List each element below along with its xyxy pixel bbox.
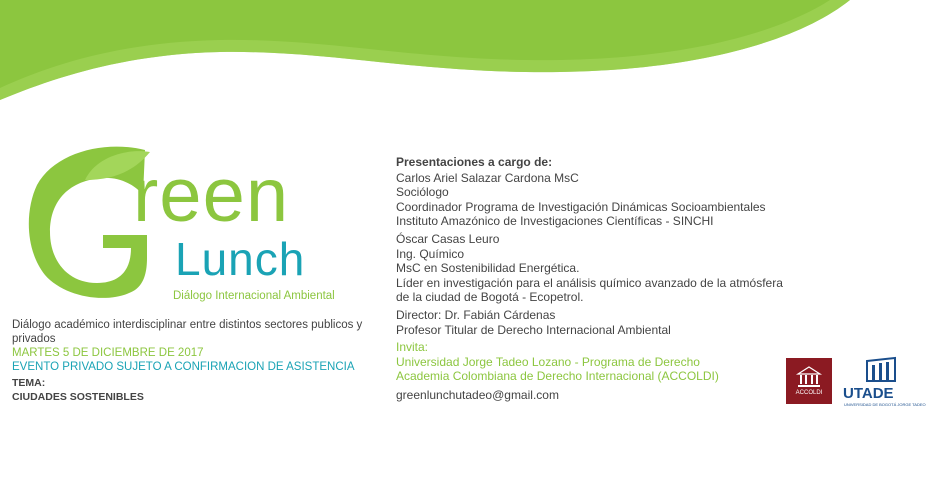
accoldi-logo [786,358,832,404]
speaker1-line2: Coordinador Programa de Investigación Dinámicas Socioambientales [396,199,766,214]
speaker1-name: Carlos Ariel Salazar Cardona MsC [396,170,579,185]
event-description: Diálogo académico interdisciplinar entre distintos sectores publicos y privados [12,319,363,345]
speaker1-line1: Sociólogo [396,185,449,200]
green-wave-banner [0,0,900,110]
logo-word-reen: reen [133,153,290,238]
speaker2-line1: Ing. Químico [396,246,465,261]
event-topic: CIUDADES SOSTENIBLES [12,391,144,403]
presentations-heading: Presentaciones a cargo de: [396,155,553,169]
speaker2-line2: MsC en Sostenibilidad Energética. [396,261,580,276]
utadeo-logo [843,357,926,407]
accoldi-label: ACCOLDI [795,390,823,396]
utadeo-tagline: UNIVERSIDAD DE BOGOTÁ JORGE TADEO [844,402,926,407]
speaker2-line4: de la ciudad de Bogotá - Ecopetrol. [396,290,584,305]
logo-subtitle: Diálogo Internacional Ambiental [173,290,335,302]
event-info [12,318,382,404]
utadeo-emblem-icon [863,357,899,383]
utadeo-label: UTADE [843,385,894,402]
speaker1-line3: Instituto Amazónico de Investigaciones Científicas - SINCHI [396,214,714,229]
speaker2-line3: Líder en investigación para el análisis químico avanzado de la atmósfera [396,275,783,290]
director-line2: Profesor Titular de Derecho Internacional Ambiental [396,322,671,337]
private-event-notice: EVENTO PRIVADO SUJETO A CONFIRMACION DE ASISTENCIA [12,361,355,373]
invita-label: Invita: [396,340,429,355]
inviter-accoldi: Academia Colombiana de Derecho Internacional (ACCOLDI) [396,369,719,384]
presentations-block [396,155,836,403]
speaker2-name: Óscar Casas Leuro [396,231,500,246]
event-date: MARTES 5 DE DICIEMBRE DE 2017 [12,347,204,359]
green-lunch-logo [25,140,345,310]
building-icon [796,366,822,388]
logo-word-lunch: Lunch [175,233,306,285]
inviter-utadeo: Universidad Jorge Tadeo Lozano - Programa de Derecho [396,354,700,369]
tema-label: TEMA: [12,377,46,389]
director-line1: Director: Dr. Fabián Cárdenas [396,307,556,322]
contact-email[interactable]: greenlunchutadeo@gmail.com [396,387,559,402]
